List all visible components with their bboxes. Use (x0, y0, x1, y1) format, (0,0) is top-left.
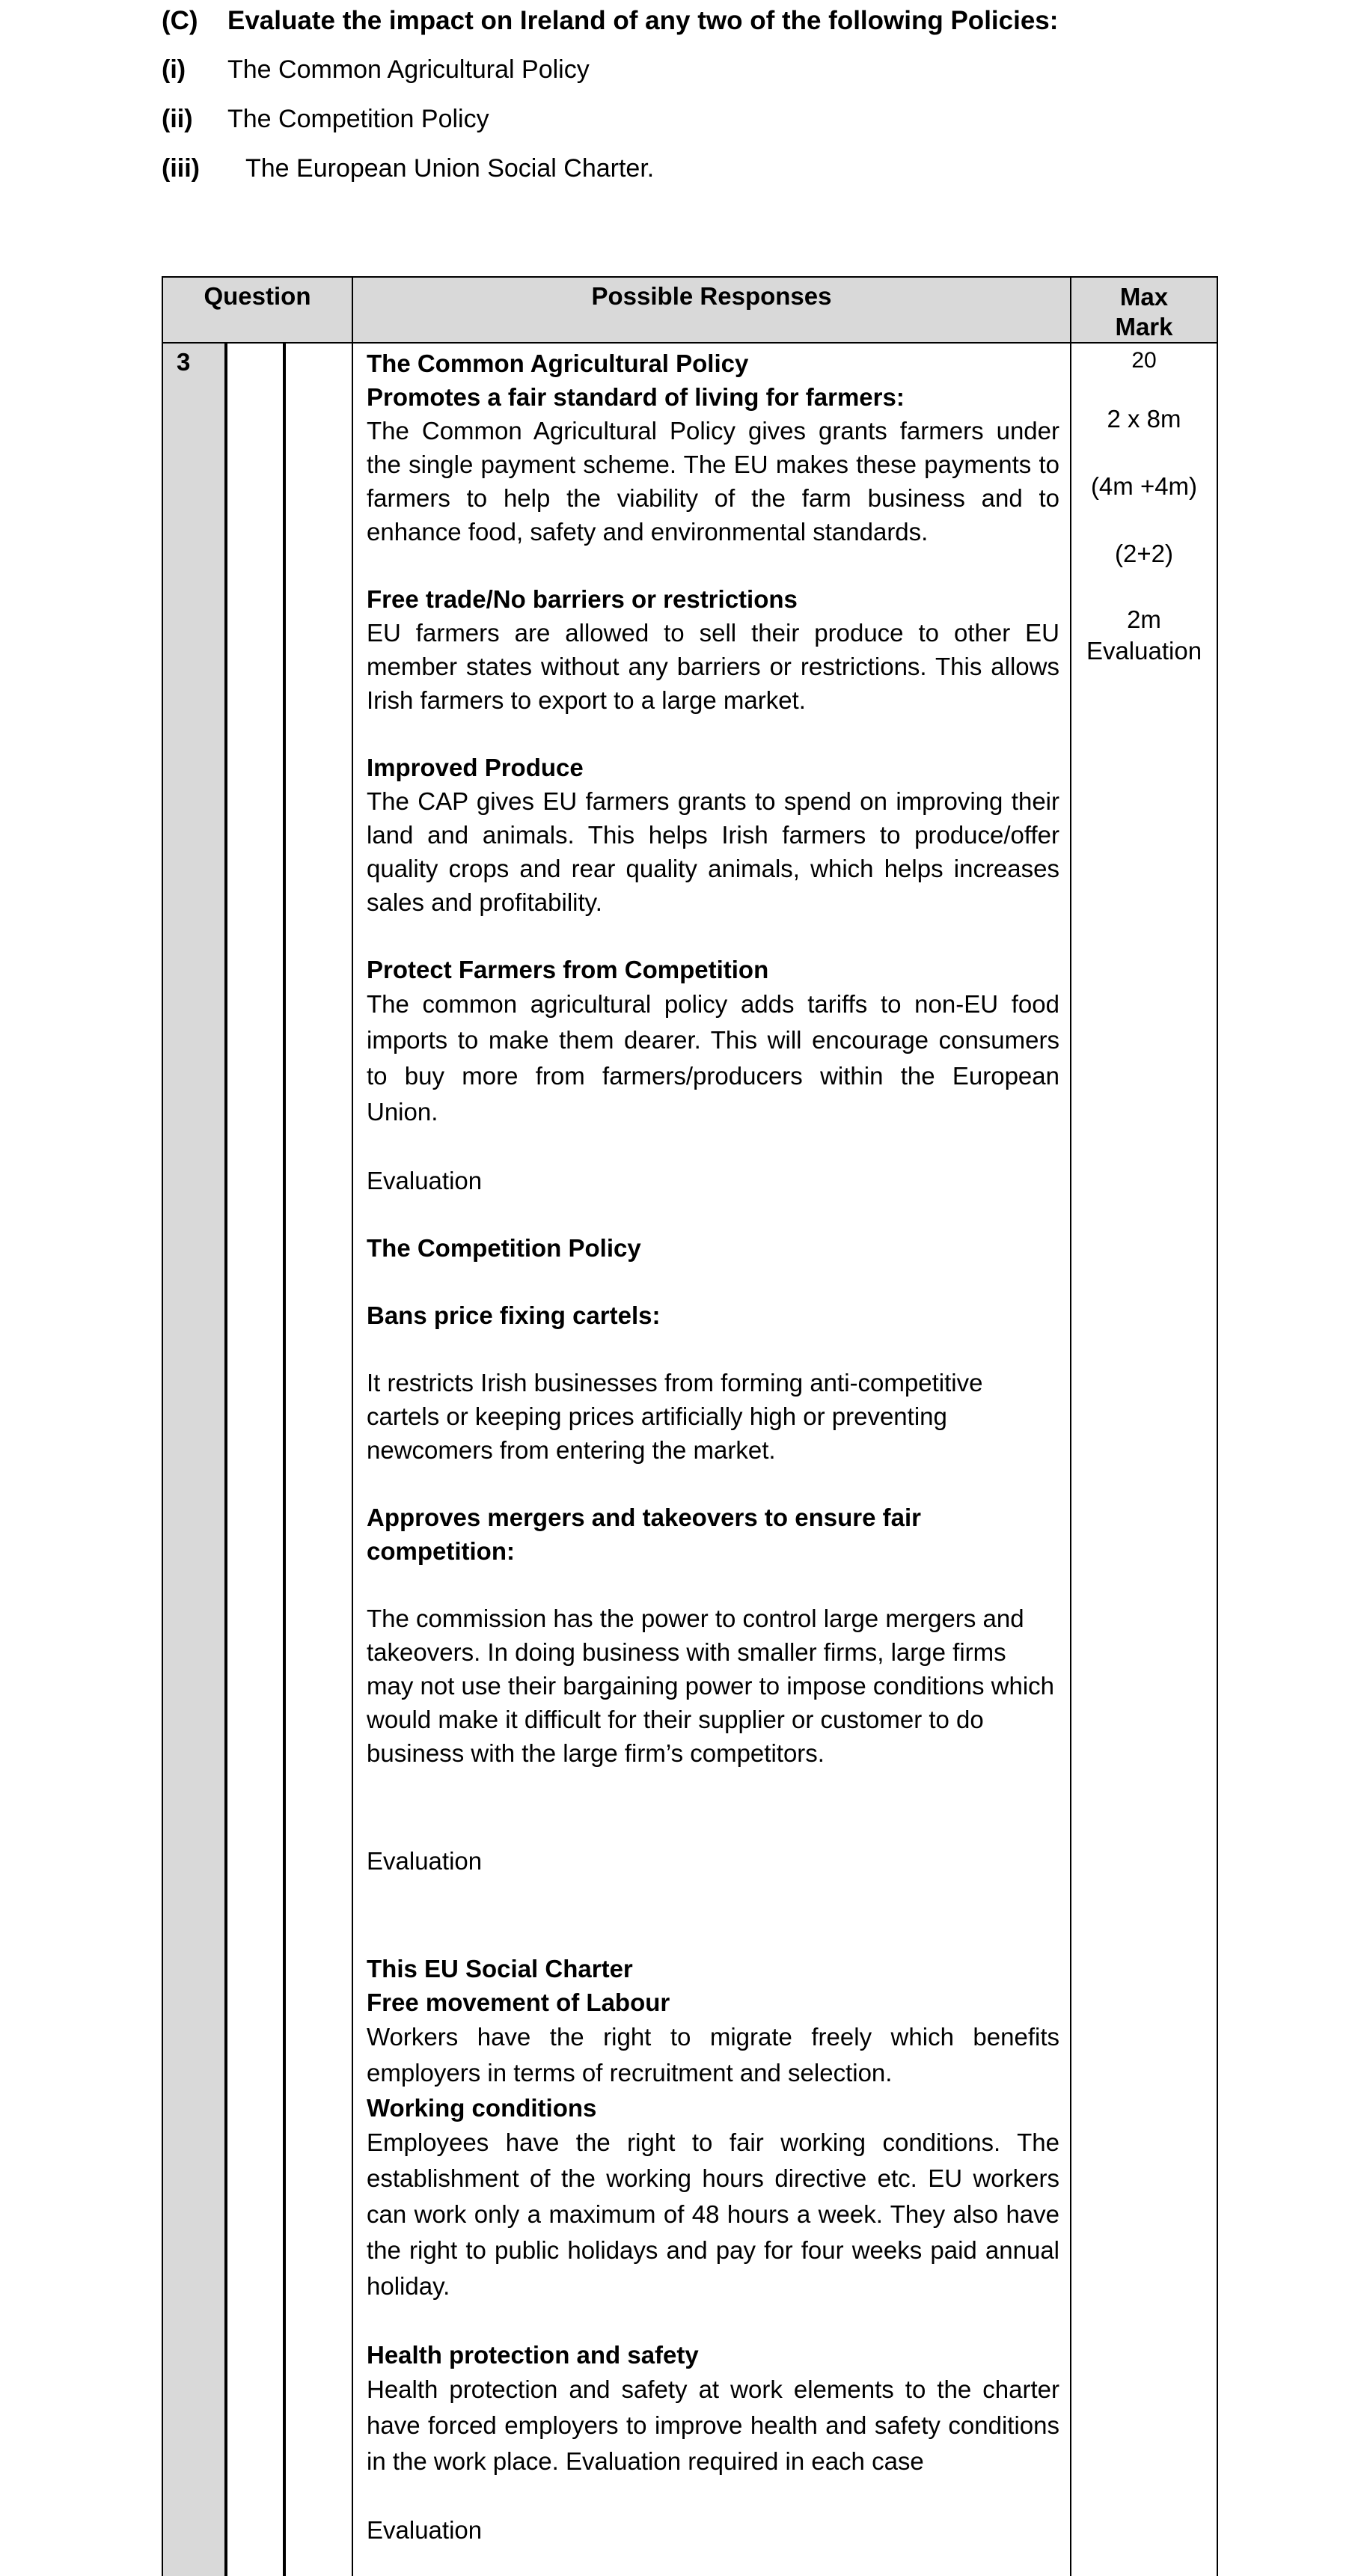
marks-column (1070, 342, 1218, 2576)
option-3 (162, 154, 654, 183)
sub-part-column (284, 342, 353, 2576)
mark-split: (4m +4m) (1090, 472, 1198, 500)
evaluation-mark-label: Evaluation (1086, 637, 1202, 665)
header-possible-responses: Possible Responses (352, 276, 1071, 344)
competition-heading-2: Approves mergers and takeovers to ensure fair competition: (367, 1504, 921, 1565)
mark-sub-split: (2+2) (1115, 540, 1173, 567)
evaluation-mark: 2m (1127, 605, 1161, 633)
competition-paragraph-2: The commission has the power to control large mergers and takeovers. In doing business with smaller firms, large firms may not use their bargaining power to impose conditions which would make it difficult for their supplier or customer to do business with the large firm’s competitors. (367, 1605, 1055, 1767)
header-max-mark (1070, 276, 1218, 344)
competition-title: The Competition Policy (367, 1234, 641, 1262)
header-max: Max (1119, 283, 1169, 311)
competition-heading-1: Bans price fixing cartels: (367, 1301, 661, 1329)
sub-question-column (226, 342, 284, 2576)
social-charter-paragraph-3: Health protection and safety at work elements to the charter have forced employers to improve health and safety conditions in the work place. Evaluation required in each case (367, 2375, 1059, 2475)
option-2-label: (ii) (162, 105, 193, 133)
option-1 (162, 55, 590, 85)
cap-heading-2: Free trade/No barriers or restrictions (367, 585, 798, 613)
cap-heading-1: Promotes a fair standard of living for farmers: (367, 383, 905, 411)
max-mark-total: 20 (1131, 348, 1157, 373)
cap-paragraph-1: The Common Agricultural Policy gives grants farmers under the single payment scheme. The EU makes these payments to farmers to help the viability of the farm business and to enhance food, safety and environmental standards. (367, 417, 1059, 546)
header-question: Question (162, 276, 353, 344)
option-3-text: The European Union Social Charter. (245, 154, 655, 183)
competition-paragraph-1: It restricts Irish businesses from forming anti-competitive cartels or keeping prices artificially high or preventing newcomers from entering the market. (367, 1369, 983, 1464)
cap-evaluation: Evaluation (367, 1167, 483, 1194)
competition-evaluation: Evaluation (367, 1847, 483, 1875)
responses-content (367, 347, 1059, 2547)
social-charter-heading-2: Working conditions (367, 2094, 597, 2122)
social-charter-heading-3: Health protection and safety (367, 2341, 699, 2369)
question-label: (C) (162, 6, 198, 35)
option-1-label: (i) (162, 55, 186, 84)
cap-paragraph-3: The CAP gives EU farmers grants to spend on improving their land and animals. This helps Irish farmers to produce/offer quality crops and rear quality animals, which helps increases sales and profitability. (367, 787, 1059, 916)
option-2-text: The Competition Policy (227, 105, 489, 133)
cap-paragraph-2: EU farmers are allowed to sell their produce to other EU member states without any barriers or restrictions. This allows Irish farmers to export to a large market. (367, 619, 1059, 714)
cap-title: The Common Agricultural Policy (367, 350, 749, 377)
social-charter-paragraph-1: Workers have the right to migrate freely which benefits employers in terms of recruitment and selection. (367, 2023, 1059, 2087)
social-charter-paragraph-2: Employees have the right to fair working conditions. The establishment of the working hours directive etc. EU workers can work only a maximum of 48 hours a week. They also have the right to public holidays and pay for four weeks paid annual holiday. (367, 2128, 1059, 2300)
mark-breakdown: 2 x 8m (1107, 405, 1181, 433)
social-charter-title: This EU Social Charter (367, 1955, 633, 1983)
header-divider (162, 342, 1218, 344)
marking-scheme-table (162, 276, 1218, 2576)
option-1-text: The Common Agricultural Policy (227, 55, 590, 84)
question-text: Evaluate the impact on Ireland of any two of the following Policies: (227, 6, 1059, 35)
social-charter-heading-1: Free movement of Labour (367, 1989, 670, 2016)
header-mark: Mark (1115, 313, 1173, 341)
question-number: 3 (177, 348, 191, 376)
option-2 (162, 105, 489, 134)
question-number-column (162, 342, 226, 2576)
social-charter-evaluation: Evaluation (367, 2516, 483, 2544)
question-header (162, 6, 1058, 36)
cap-paragraph-4: The common agricultural policy adds tariffs to non-EU food imports to make them dearer. This will encourage consumers to buy more from farmers/producers within the European Union. (367, 990, 1059, 1126)
cap-heading-4: Protect Farmers from Competition (367, 956, 769, 983)
cap-heading-3: Improved Produce (367, 754, 584, 781)
option-3-label: (iii) (162, 154, 200, 183)
